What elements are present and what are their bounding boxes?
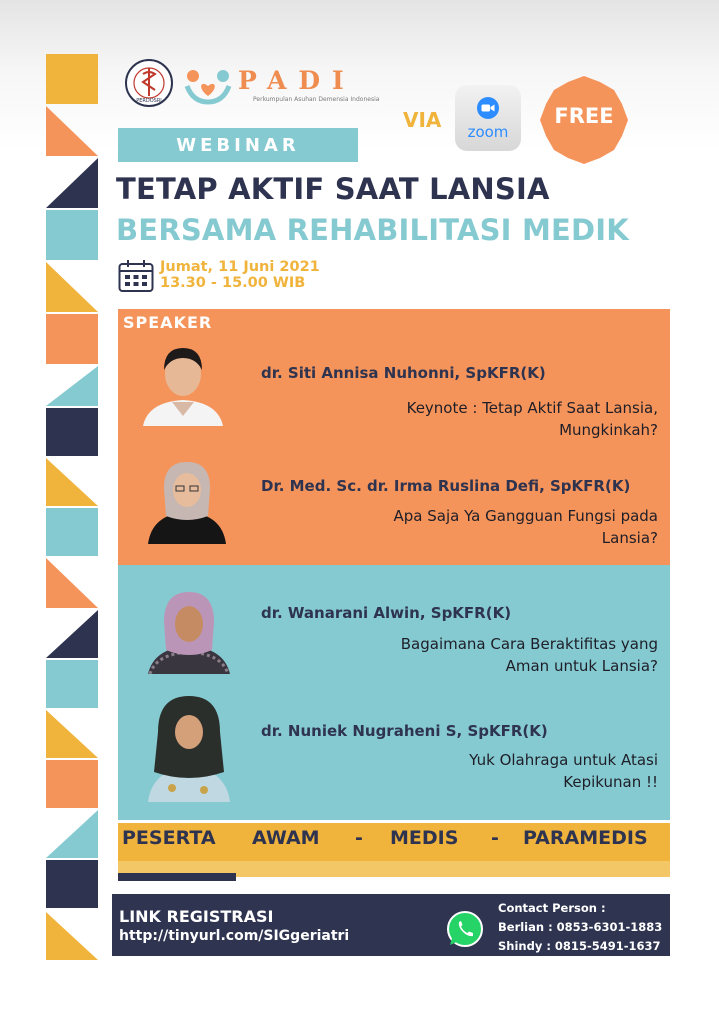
event-title-line1: TETAP AKTIF SAAT LANSIA bbox=[116, 172, 550, 206]
speaker-topic bbox=[298, 505, 658, 549]
pattern-tile bbox=[46, 860, 98, 908]
pattern-tile bbox=[46, 458, 98, 506]
pattern-tile bbox=[46, 210, 98, 260]
pattern-tile bbox=[46, 408, 98, 456]
perdosri-logo bbox=[124, 56, 174, 110]
speaker-topic-line: Apa Saja Ya Gangguan Fungsi pada bbox=[393, 507, 658, 525]
pattern-tile bbox=[46, 158, 98, 208]
pattern-tile bbox=[46, 262, 98, 312]
participant-separator: - bbox=[491, 827, 499, 849]
speaker-name: dr. Siti Annisa Nuhonni, SpKFR(K) bbox=[261, 364, 546, 382]
pattern-tile bbox=[46, 810, 98, 858]
speaker-name: dr. Nuniek Nugraheni S, SpKFR(K) bbox=[261, 722, 548, 740]
event-schedule bbox=[160, 259, 320, 291]
whatsapp-icon[interactable] bbox=[446, 910, 484, 948]
pattern-tile bbox=[46, 314, 98, 364]
contact-person: Berlian : 0853-6301-1883 bbox=[498, 920, 663, 934]
calendar-icon bbox=[118, 259, 154, 293]
perdosri-label: PERDOSRI bbox=[136, 98, 162, 104]
speaker-photo bbox=[138, 340, 228, 426]
zoom-logo bbox=[455, 85, 521, 151]
zoom-label: zoom bbox=[467, 123, 509, 141]
speaker-topic bbox=[298, 633, 658, 677]
speaker-topic-line: Keynote : Tetap Aktif Saat Lansia, bbox=[406, 399, 658, 417]
pattern-tile bbox=[46, 558, 98, 608]
speaker-topic-line: Mungkinkah? bbox=[559, 421, 658, 439]
speaker-heading: SPEAKER bbox=[123, 313, 213, 332]
pattern-tile bbox=[46, 610, 98, 658]
participant-group: AWAM bbox=[252, 827, 320, 849]
contact-title: Contact Person : bbox=[498, 901, 606, 915]
padi-subtitle: Perkumpulan Asuhan Demensia Indonesia bbox=[253, 96, 380, 103]
pattern-tile bbox=[46, 106, 98, 156]
participants-label: PESERTA bbox=[122, 827, 216, 849]
via-label: VIA bbox=[403, 108, 442, 132]
speaker-topic-line: Bagaimana Cara Beraktifitas yang bbox=[400, 635, 658, 653]
registration-title: LINK REGISTRASI bbox=[119, 907, 274, 926]
pattern-tile bbox=[46, 366, 98, 406]
participant-group: MEDIS bbox=[390, 827, 459, 849]
speaker-photo bbox=[144, 692, 234, 802]
speaker-photo bbox=[144, 588, 234, 674]
speaker-topic bbox=[298, 397, 658, 441]
event-title-line2: BERSAMA REHABILITASI MEDIK bbox=[116, 213, 629, 247]
decorative-strip bbox=[46, 54, 98, 968]
contact-person-block bbox=[498, 899, 662, 956]
participants-accent bbox=[118, 873, 236, 881]
free-label: FREE bbox=[554, 104, 614, 128]
event-time: 13.30 - 15.00 WIB bbox=[160, 275, 306, 291]
pattern-tile bbox=[46, 508, 98, 556]
speaker-topic-line: Yuk Olahraga untuk Atasi bbox=[469, 751, 658, 769]
participant-separator: - bbox=[355, 827, 363, 849]
pattern-tile bbox=[46, 710, 98, 758]
zoom-camera-icon bbox=[477, 97, 499, 119]
speaker-name: Dr. Med. Sc. dr. Irma Ruslina Defi, SpKFR(K) bbox=[261, 477, 631, 495]
speaker-topic-line: Lansia? bbox=[601, 529, 658, 547]
webinar-label: WEBINAR bbox=[176, 134, 300, 156]
contact-person: Shindy : 0815-5491-1637 bbox=[498, 939, 661, 953]
participant-group: PARAMEDIS bbox=[523, 827, 648, 849]
pattern-tile bbox=[46, 54, 98, 104]
speaker-topic bbox=[298, 749, 658, 793]
pattern-tile bbox=[46, 912, 98, 960]
speaker-photo bbox=[142, 458, 232, 544]
speaker-topic-line: Aman untuk Lansia? bbox=[505, 657, 658, 675]
event-date: Jumat, 11 Juni 2021 bbox=[160, 259, 320, 275]
padi-name: PADI bbox=[238, 66, 356, 95]
padi-logo-icon bbox=[183, 66, 233, 106]
speaker-topic-line: Kepikunan !! bbox=[563, 773, 658, 791]
pattern-tile bbox=[46, 760, 98, 808]
registration-link[interactable]: http://tinyurl.com/SIGgeriatri bbox=[119, 928, 350, 944]
pattern-tile bbox=[46, 660, 98, 708]
speaker-name: dr. Wanarani Alwin, SpKFR(K) bbox=[261, 604, 512, 622]
webinar-banner bbox=[118, 128, 358, 162]
geometric-pattern bbox=[46, 54, 98, 964]
